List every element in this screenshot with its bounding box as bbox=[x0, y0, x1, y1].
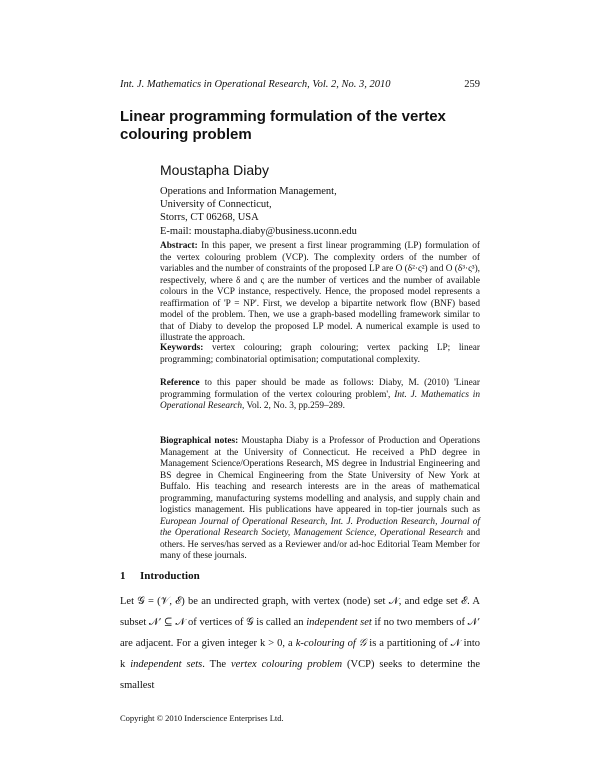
abstract bbox=[160, 241, 480, 345]
reference-label: Reference bbox=[160, 378, 200, 388]
intro-term: independent set bbox=[306, 617, 372, 628]
affiliation-line: Operations and Information Management, bbox=[160, 186, 337, 197]
intro-term: k-colouring of 𝒢 bbox=[295, 638, 367, 649]
biographical-notes bbox=[160, 436, 480, 563]
introduction-paragraph bbox=[120, 591, 480, 696]
paper-title: Linear programming formulation of the vertex colouring problem bbox=[120, 108, 446, 143]
journal-citation: Int. J. Mathematics in Operational Research, Vol. 2, No. 3, 2010 bbox=[120, 79, 391, 90]
affiliation-line: Storrs, CT 06268, USA bbox=[160, 212, 259, 224]
bio-label: Biographical notes: bbox=[160, 436, 239, 446]
intro-text: . The bbox=[202, 659, 227, 670]
section-title: Introduction bbox=[140, 570, 200, 582]
keywords-label: Keywords: bbox=[160, 343, 204, 353]
page-number: 259 bbox=[464, 79, 480, 90]
keywords bbox=[160, 343, 480, 366]
reference-text: to this paper should be made as follows: Diaby, M. (2010) 'Linear programming formulation of the vertex colouring problem', bbox=[160, 378, 481, 400]
intro-term: independent sets bbox=[130, 659, 203, 670]
intro-text: is a partitioning of 𝒩 into k bbox=[120, 638, 480, 670]
reference bbox=[160, 378, 480, 413]
bio-text-end: and others. He serves/has served as a Reviewer and/or ad-hoc Editorial Team Member for many of these journals. bbox=[160, 528, 481, 561]
intro-text: Let 𝒢 = (𝒱, ℰ) be an undirected graph, with vertex (node) set 𝒩, and edge set ℰ. A subset 𝒩′ ⊆ 𝒩 of vertices of 𝒢 is called an bbox=[120, 596, 480, 628]
email-line: E-mail: moustapha.diaby@business.uconn.edu bbox=[160, 225, 357, 237]
affiliation-line: University of Connecticut, bbox=[160, 199, 272, 211]
copyright-notice: Copyright © 2010 Inderscience Enterprises Ltd. bbox=[120, 713, 284, 723]
bio-journals: European Journal of Operational Research, Int. J. Production Research, Journal of the Operational Research Society, Management Science, Operational Research bbox=[160, 516, 480, 538]
running-header bbox=[120, 79, 480, 90]
section-number: 1 bbox=[120, 570, 126, 582]
section-heading bbox=[120, 570, 200, 582]
reference-journal: Int. J. Mathematics in Operational Research bbox=[160, 389, 480, 411]
intro-text: (VCP) seeks to determine the smallest bbox=[120, 659, 481, 691]
abstract-text: In this paper, we present a first linear programming (LP) formulation of the vertex colouring problem (VCP). The complexity orders of the number of variables and the number of constraints of the proposed LP are O (δ²·ς²) and O (δ³·ς³), respectively, where δ and ς are the number of vertices and the number of available colours in the VCP instance, respectively. Hence, the proposed model represents a reaffirmation of 'P = NP'. First, we develop a bipartite network flow (BNF) based model of the problem. Then, we use a graph-based modelling framework similar to that of Diaby to develop the proposed LP model. A numerical example is used to illustrate the approach. bbox=[160, 241, 481, 343]
author-name: Moustapha Diaby bbox=[160, 162, 269, 178]
intro-text: if no two members of 𝒩′ are adjacent. For a given integer k > 0, a bbox=[120, 617, 481, 649]
abstract-label: Abstract: bbox=[160, 241, 198, 251]
keywords-text: vertex colouring; graph colouring; vertex packing LP; linear programming; combinatorial optimisation; computational complexity. bbox=[160, 343, 480, 365]
intro-term: vertex colouring problem bbox=[231, 659, 343, 670]
reference-details: , Vol. 2, No. 3, pp.259–289. bbox=[242, 401, 345, 411]
affiliation bbox=[160, 185, 357, 238]
bio-text: Moustapha Diaby is a Professor of Production and Operations Management at the University of Connecticut. He received a PhD degree in Management Science/Operations Research, MS degree in Industrial Engineering and BS degree in Chemical Engineering from the State University of New York at Buffalo. His teaching and research interests are in the areas of mathematical programming, manufacturing systems modelling and analysis, and supply chain and logistics management. His publications have appeared in top-tier journals such as bbox=[160, 436, 481, 515]
